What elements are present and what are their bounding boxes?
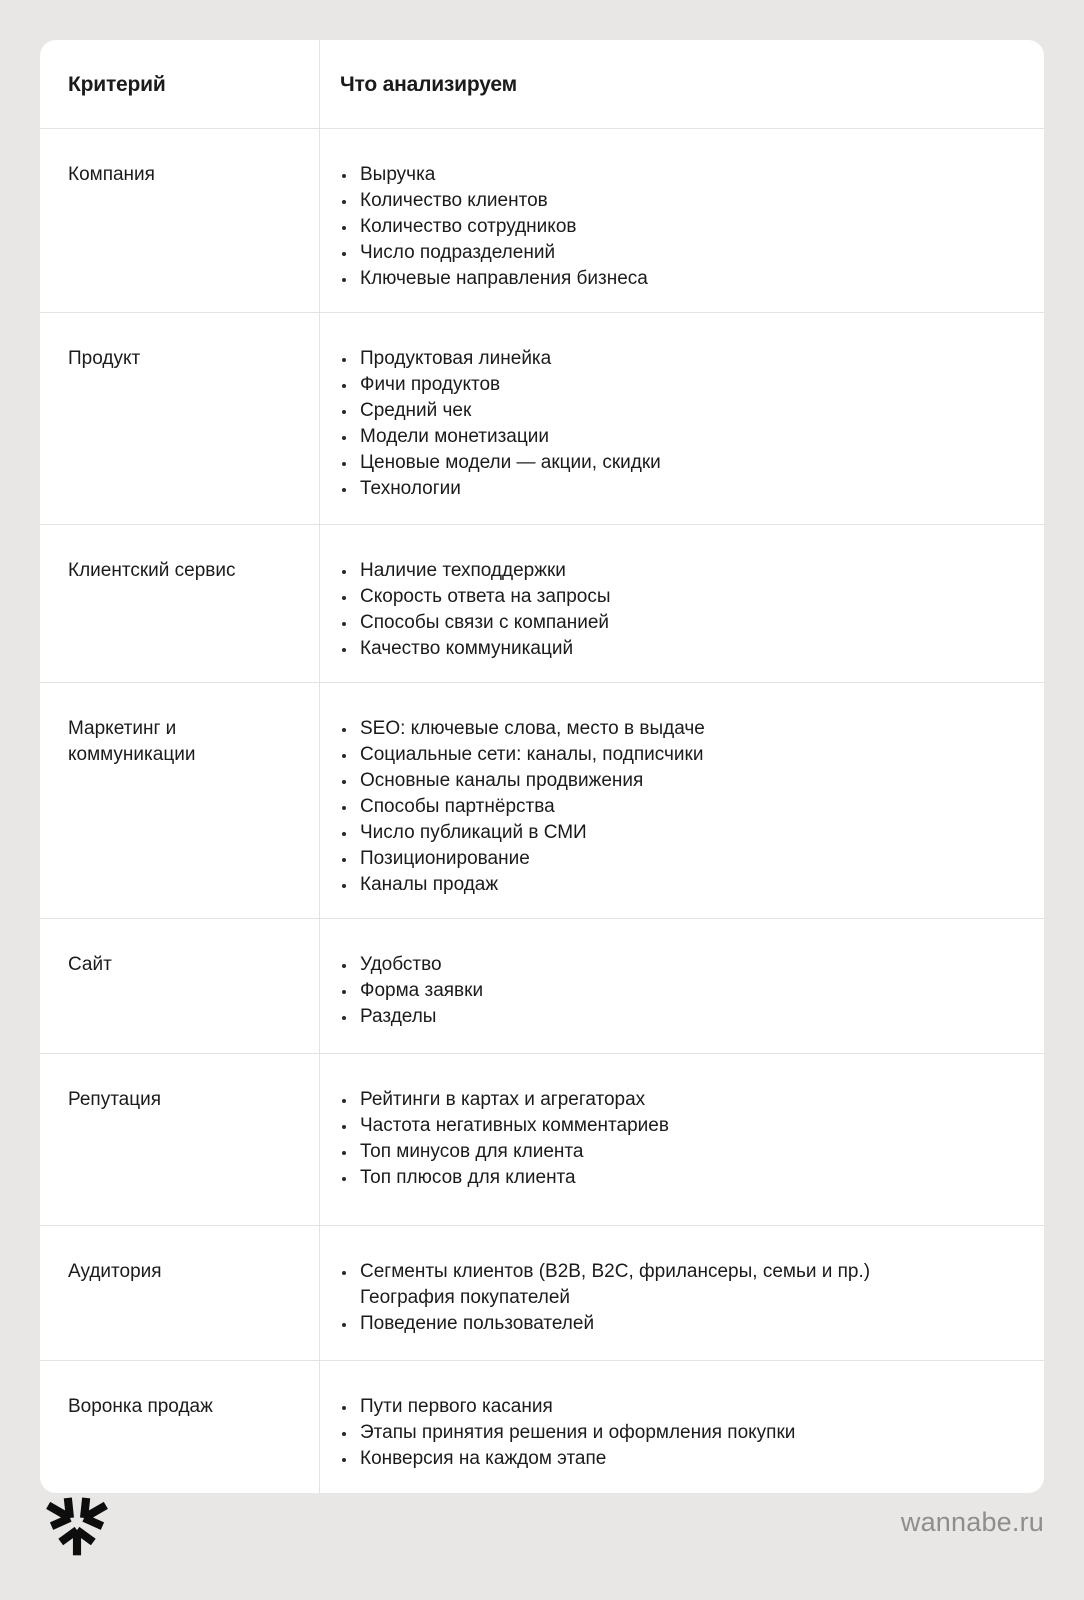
table-row-company xyxy=(40,128,1044,312)
list-item xyxy=(340,558,1020,584)
bullet-icon xyxy=(342,964,346,968)
list-item xyxy=(340,1259,1020,1285)
list-item xyxy=(340,1311,1020,1337)
criterion-label: Клиентский сервис xyxy=(40,525,320,682)
criterion-label: Маркетинг и коммуникации xyxy=(40,683,320,918)
list-item xyxy=(340,872,1020,898)
table-row-product xyxy=(40,312,1044,524)
bullet-icon xyxy=(342,728,346,732)
bullet-icon xyxy=(342,226,346,230)
items-cell xyxy=(320,919,1044,1053)
criterion-label: Воронка продаж xyxy=(40,1361,320,1493)
list-item-text: Скорость ответа на запросы xyxy=(360,586,611,607)
list-item xyxy=(340,1165,1020,1191)
list-item xyxy=(340,476,1020,502)
list-item xyxy=(340,1113,1020,1139)
criterion-label: Компания xyxy=(40,129,320,312)
bullet-icon xyxy=(342,200,346,204)
list-item-text: Выручка xyxy=(360,164,436,185)
bullet-icon xyxy=(342,1323,346,1327)
criterion-label: Продукт xyxy=(40,313,320,524)
bullet-list xyxy=(340,1259,1020,1337)
list-item-text: Число публикаций в СМИ xyxy=(360,822,587,843)
list-item-text: Топ минусов для клиента xyxy=(360,1141,584,1162)
table-row-website xyxy=(40,918,1044,1053)
bullet-icon xyxy=(342,622,346,626)
bullet-icon xyxy=(342,570,346,574)
bullet-icon xyxy=(342,436,346,440)
list-item xyxy=(340,742,1020,768)
bullet-icon xyxy=(342,806,346,810)
table-row-audience xyxy=(40,1225,1044,1360)
bullet-icon xyxy=(342,648,346,652)
bullet-icon xyxy=(342,990,346,994)
list-item xyxy=(340,716,1020,742)
items-cell xyxy=(320,129,1044,312)
list-item-text: Число подразделений xyxy=(360,242,556,263)
list-item-text: Частота негативных комментариев xyxy=(360,1115,669,1136)
list-item xyxy=(340,1087,1020,1113)
list-item-text: Продуктовая линейка xyxy=(360,348,552,369)
table-row-reputation xyxy=(40,1053,1044,1225)
bullet-list xyxy=(340,346,1020,502)
list-item xyxy=(340,820,1020,846)
bullet-icon xyxy=(342,1125,346,1129)
items-cell xyxy=(320,1361,1044,1493)
bullet-icon xyxy=(342,462,346,466)
list-item xyxy=(340,584,1020,610)
list-item-text: Удобство xyxy=(360,954,442,975)
list-item-text: Технологии xyxy=(360,478,461,499)
items-cell xyxy=(320,1054,1044,1225)
bullet-icon xyxy=(342,1177,346,1181)
list-item-text: Ценовые модели — акции, скидки xyxy=(360,452,661,473)
list-item-text: Фичи продуктов xyxy=(360,374,501,395)
list-item-text: Форма заявки xyxy=(360,980,484,1001)
list-item-text: SEO: ключевые слова, место в выдаче xyxy=(360,718,705,739)
table-row-sales-funnel xyxy=(40,1360,1044,1493)
list-item xyxy=(340,978,1020,1004)
list-item xyxy=(340,398,1020,424)
list-item-text: Количество клиентов xyxy=(360,190,548,211)
bullet-list xyxy=(340,952,1020,1030)
criterion-label: Репутация xyxy=(40,1054,320,1225)
list-item-text: Социальные сети: каналы, подписчики xyxy=(360,744,704,765)
criterion-label: Сайт xyxy=(40,919,320,1053)
list-item-text: Средний чек xyxy=(360,400,472,421)
bullet-icon xyxy=(342,278,346,282)
bullet-icon xyxy=(342,1406,346,1410)
list-item-text: География покупателей xyxy=(360,1287,571,1308)
list-item-text: Ключевые направления бизнеса xyxy=(360,268,648,289)
list-item-text: Способы связи с компанией xyxy=(360,612,610,633)
list-item-text: Пути первого касания xyxy=(360,1396,553,1417)
bullet-list xyxy=(340,162,1020,292)
list-item xyxy=(340,768,1020,794)
list-item-text: Этапы принятия решения и оформления покупки xyxy=(360,1422,796,1443)
page-footer xyxy=(40,1480,1044,1564)
bullet-icon xyxy=(342,174,346,178)
criterion-label: Аудитория xyxy=(40,1226,320,1360)
bullet-list xyxy=(340,716,1020,898)
bullet-icon xyxy=(342,780,346,784)
list-item-text: Поведение пользователей xyxy=(360,1313,595,1334)
list-item xyxy=(340,846,1020,872)
bullet-icon xyxy=(342,1432,346,1436)
bullet-list xyxy=(340,1087,1020,1191)
list-item xyxy=(340,1394,1020,1420)
list-item xyxy=(340,162,1020,188)
list-item xyxy=(340,214,1020,240)
list-item-text: Конверсия на каждом этапе xyxy=(360,1448,607,1469)
list-item-text: Наличие техподдержки xyxy=(360,560,566,581)
list-item-text: Рейтинги в картах и агрегаторах xyxy=(360,1089,646,1110)
list-item xyxy=(340,794,1020,820)
bullet-icon xyxy=(342,358,346,362)
list-item xyxy=(340,424,1020,450)
list-item-text: Разделы xyxy=(360,1006,437,1027)
list-item xyxy=(340,952,1020,978)
items-cell xyxy=(320,1226,1044,1360)
items-cell xyxy=(320,525,1044,682)
table-header-row xyxy=(40,40,1044,128)
list-item xyxy=(340,636,1020,662)
bullet-icon xyxy=(342,252,346,256)
bullet-icon xyxy=(342,1271,346,1275)
list-item xyxy=(340,1139,1020,1165)
bullet-icon xyxy=(342,884,346,888)
list-item xyxy=(340,240,1020,266)
table-row-marketing xyxy=(40,682,1044,918)
list-item-continuation xyxy=(340,1285,1020,1311)
list-item-text: Модели монетизации xyxy=(360,426,549,447)
bullet-icon xyxy=(342,1016,346,1020)
list-item-text: Качество коммуникаций xyxy=(360,638,574,659)
bullet-icon xyxy=(342,596,346,600)
bullet-icon xyxy=(342,754,346,758)
bullet-list xyxy=(340,558,1020,662)
bullet-icon xyxy=(342,832,346,836)
list-item xyxy=(340,610,1020,636)
bullet-icon xyxy=(342,1151,346,1155)
list-item xyxy=(340,346,1020,372)
bullet-icon xyxy=(342,1099,346,1103)
bullet-icon xyxy=(342,1458,346,1462)
analysis-criteria-table xyxy=(40,40,1044,1493)
list-item xyxy=(340,266,1020,292)
list-item-text: Основные каналы продвижения xyxy=(360,770,644,791)
column-header-what-we-analyze: Что анализируем xyxy=(340,73,517,96)
list-item-text: Топ плюсов для клиента xyxy=(360,1167,576,1188)
list-item xyxy=(340,1446,1020,1472)
list-item-text: Количество сотрудников xyxy=(360,216,577,237)
site-url-text: wannabe.ru xyxy=(900,1506,1044,1537)
list-item xyxy=(340,372,1020,398)
list-item-text: Способы партнёрства xyxy=(360,796,555,817)
list-item xyxy=(340,1420,1020,1446)
table-row-customer-service xyxy=(40,524,1044,682)
items-cell xyxy=(320,683,1044,918)
bullet-icon xyxy=(342,488,346,492)
list-item-text: Сегменты клиентов (B2B, B2C, фрилансеры, семьи и пр.) xyxy=(360,1261,871,1282)
list-item-text: Каналы продаж xyxy=(360,874,499,895)
bullet-icon xyxy=(342,410,346,414)
column-header-criterion: Критерий xyxy=(40,40,320,128)
bullet-list xyxy=(340,1394,1020,1472)
bullet-icon xyxy=(342,858,346,862)
list-item xyxy=(340,188,1020,214)
bullet-icon xyxy=(342,384,346,388)
items-cell xyxy=(320,313,1044,524)
list-item xyxy=(340,450,1020,476)
list-item-text: Позиционирование xyxy=(360,848,530,869)
list-item xyxy=(340,1004,1020,1030)
wannabe-logo-icon xyxy=(40,1481,114,1563)
